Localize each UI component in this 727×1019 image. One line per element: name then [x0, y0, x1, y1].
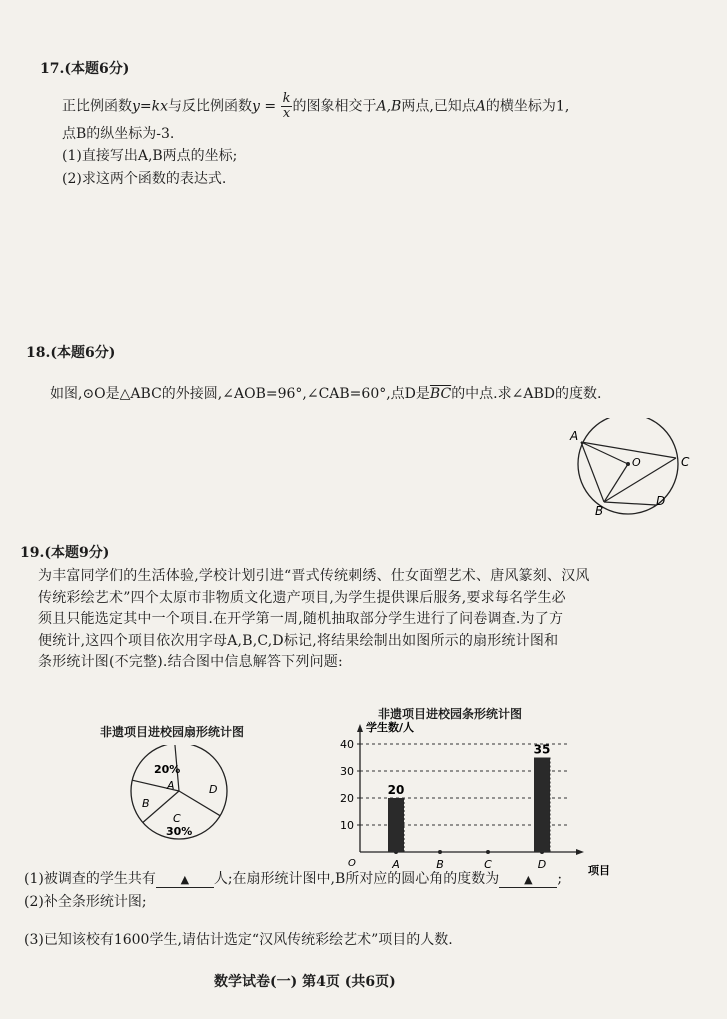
- y-tick-label: 10: [340, 819, 354, 832]
- x-axis-arrow: [576, 849, 584, 855]
- q17-part2: (2)求这两个函数的表达式.: [62, 171, 227, 187]
- q17-text: 两点,已知点: [401, 98, 476, 115]
- answer-blank-2[interactable]: ▲: [499, 873, 557, 888]
- q17-title: 17.(本题6分): [40, 61, 130, 77]
- circle-figure: [560, 418, 710, 522]
- q17-line2: 点B的纵坐标为-3.: [62, 126, 175, 142]
- pie-pct-a: 20%: [154, 763, 181, 776]
- bar-value-label-d: 35: [533, 742, 551, 757]
- pie-label-b: B: [142, 797, 150, 810]
- fraction-k-over-x: [281, 92, 293, 121]
- bar-d: [534, 758, 550, 853]
- segment-bd: [604, 502, 656, 505]
- x-tick-label-a: A: [392, 858, 400, 871]
- answer-blank-1[interactable]: ▲: [156, 873, 214, 888]
- x-tick-label-b: B: [436, 858, 444, 871]
- q19-para-line: 为丰富同学们的生活体验,学校计划引进“晋式传统刺绣、仕女面塑艺术、唐风篆刻、汉风: [38, 568, 590, 584]
- x-tick-label-d: D: [537, 858, 547, 871]
- bar-chart-title: 非遗项目进校园条形统计图: [378, 707, 523, 721]
- x-tick-dot: [438, 850, 442, 854]
- x-axis-label: 项目: [588, 864, 610, 877]
- q17-eq1: y=kx: [132, 98, 169, 115]
- y-axis-label: 学生数/人: [366, 721, 415, 734]
- q17-text: 与反比例函数: [168, 98, 253, 115]
- label-c: C: [681, 455, 690, 469]
- y-tick-label: 20: [340, 792, 354, 805]
- bar-a: [388, 798, 404, 852]
- q19-title: 19.(本题9分): [20, 545, 110, 561]
- q17-text: 正比例函数: [62, 98, 132, 115]
- page-footer: 数学试卷(一) 第4页 (共6页): [214, 974, 396, 990]
- q19-para-line: 便统计,这四个项目依次用字母A,B,C,D标记,将结果绘制出如图所示的扇形统计图和: [38, 632, 559, 649]
- label-o: O: [632, 456, 641, 469]
- pie-label-c: C: [173, 812, 181, 825]
- frac-denominator: x: [282, 106, 291, 121]
- q19-para-line: 传统彩绘艺术”四个太原市非物质文化遗产项目,为学生提供课后服务,要求每名学生必: [38, 589, 566, 606]
- origin-label: O: [348, 858, 356, 869]
- y-axis-arrow: [357, 724, 363, 732]
- arc-bc: $\overline{BC}$: [429, 386, 452, 402]
- frac-numerator: k: [282, 91, 291, 106]
- x-tick-label-c: C: [484, 858, 492, 871]
- q19-part1-text-a: (1)被调查的学生共有: [24, 871, 156, 887]
- q18-text-b: 的中点.求∠ABD的度数.: [451, 386, 602, 402]
- q17-line1: [62, 92, 569, 121]
- q19-part1: [24, 869, 562, 889]
- q17-text: 的横坐标为1,: [485, 98, 570, 115]
- q17-pts: A,B: [376, 98, 402, 115]
- pie-chart-title: 非遗项目进校园扇形统计图: [100, 725, 245, 739]
- q17-part1: (1)直接写出A,B两点的坐标;: [62, 148, 238, 164]
- segment-bo: [604, 464, 628, 502]
- label-a: A: [570, 429, 579, 443]
- x-tick-dot: [486, 850, 490, 854]
- pie-pct-c: 30%: [166, 825, 193, 838]
- q19-part1-end: ;: [557, 871, 563, 887]
- center-o: [626, 462, 630, 466]
- q18-text-a: 如图,⊙O是△ABC的外接圆,∠AOB=96°,∠CAB=60°,点D是: [50, 386, 430, 402]
- y-tick-label: 40: [340, 738, 354, 751]
- pie-label-d: D: [209, 783, 218, 796]
- q19-part2: (2)补全条形统计图;: [24, 894, 147, 910]
- q19-para-line: 须且只能选定其中一个项目.在开学第一周,随机抽取部分学生进行了问卷调查.为了方: [38, 611, 564, 627]
- bar-chart: [330, 718, 620, 878]
- q17-eq2-y: y =: [252, 98, 277, 115]
- bar-value-label-a: 20: [387, 783, 405, 797]
- q19-paragraph: [38, 566, 688, 674]
- q17-text: 的图象相交于: [292, 98, 377, 115]
- q19-part3: (3)已知该校有1600学生,请估计选定“汉风传统彩绘艺术”项目的人数.: [24, 932, 453, 948]
- pie-chart: [112, 745, 252, 845]
- q17-ptA: A: [475, 98, 486, 115]
- q19-para-line: 条形统计图(不完整).结合图中信息解答下列问题:: [38, 654, 343, 670]
- y-tick-label: 30: [340, 765, 354, 778]
- q19-part1-text-b: 人;在扇形统计图中,B所对应的圆心角的度数为: [213, 871, 500, 887]
- segment-ac: [581, 442, 676, 458]
- q18-title: 18.(本题6分): [26, 345, 116, 361]
- label-b: B: [595, 504, 604, 518]
- q18-text: [50, 384, 601, 404]
- label-d: D: [656, 494, 666, 508]
- pie-label-a: A: [167, 779, 175, 792]
